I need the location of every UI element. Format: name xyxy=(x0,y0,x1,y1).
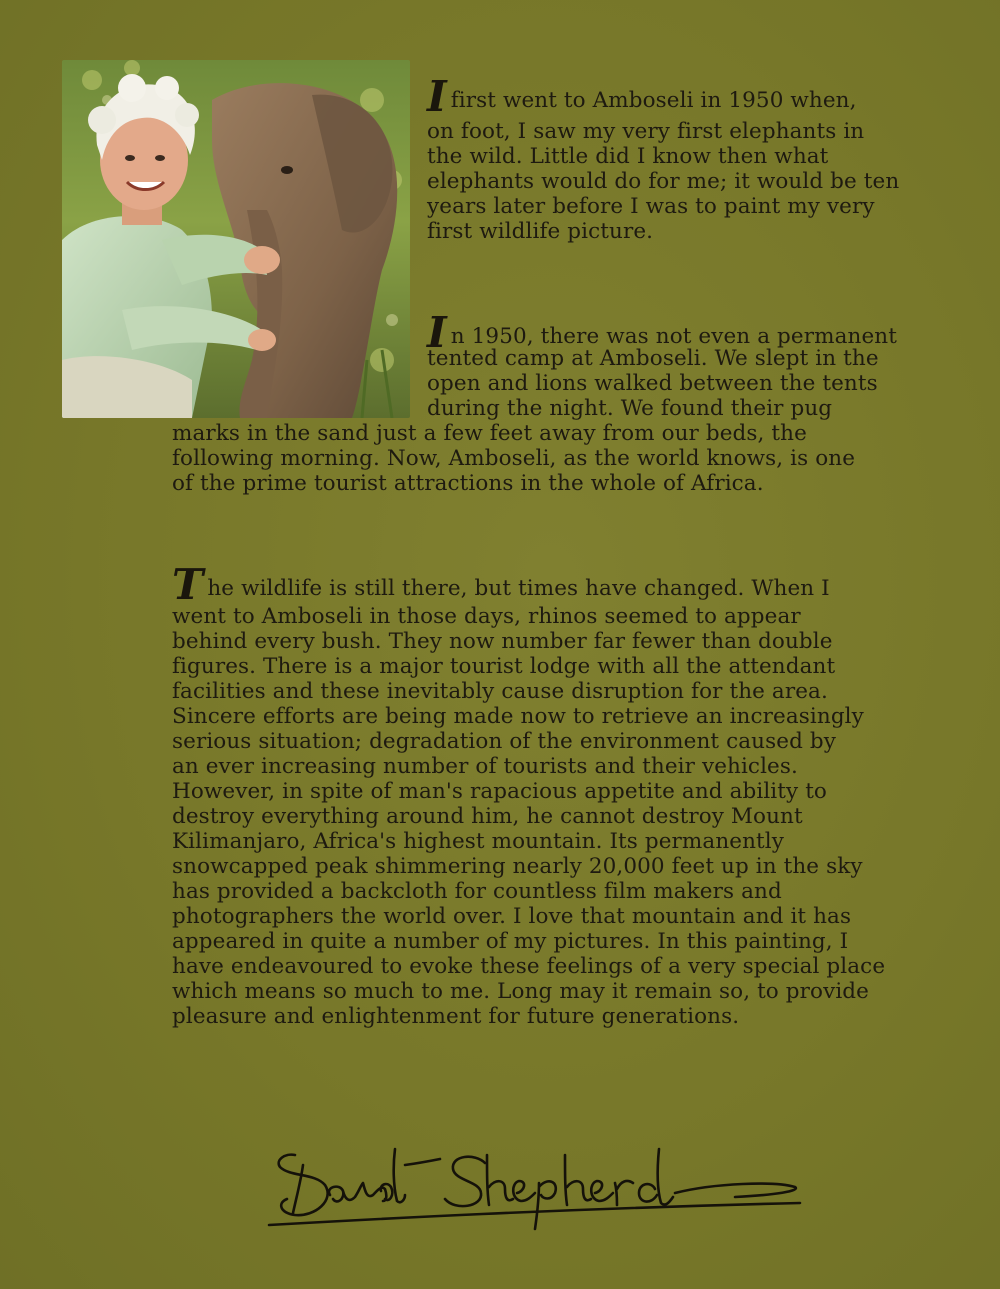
text-line: figures. There is a major tourist lodge with all the attendant xyxy=(172,654,836,679)
text-line: elephants would do for me; it would be ten xyxy=(427,169,900,194)
dropcap: T xyxy=(172,560,204,609)
text-line: Kilimanjaro, Africa's highest mountain. Its permanently xyxy=(172,829,785,854)
text-line: pleasure and enlightenment for future generations. xyxy=(172,1004,740,1029)
text-line: marks in the sand just a few feet away from our beds, the xyxy=(172,421,807,446)
text-line: photographers the world over. I love that mountain and it has xyxy=(172,904,852,929)
dropcap: I xyxy=(427,72,447,121)
text-line: destroy everything around him, he cannot destroy Mount xyxy=(172,804,803,829)
text-line: have endeavoured to evoke these feelings of a very special place xyxy=(172,954,886,979)
text-line: of the prime tourist attractions in the whole of Africa. xyxy=(172,471,764,496)
text-line: However, in spite of man's rapacious appetite and ability to xyxy=(172,779,827,804)
paragraph-1-line-1 xyxy=(427,72,857,121)
text-line: an ever increasing number of tourists and their vehicles. xyxy=(172,754,798,779)
signature-scribble xyxy=(255,1125,815,1235)
paragraph-3-line-1 xyxy=(172,560,830,609)
signature xyxy=(255,1125,815,1235)
text-line: serious situation; degradation of the environment caused by xyxy=(172,729,836,754)
dropcap: I xyxy=(427,308,447,357)
text-line: first went to Amboseli in 1950 when, xyxy=(450,88,857,113)
text-line: has provided a backcloth for countless film makers and xyxy=(172,879,782,904)
text-line: n 1950, there was not even a permanent xyxy=(450,324,897,349)
text-line: years later before I was to paint my very xyxy=(427,194,875,219)
text-line: the wild. Little did I know then what xyxy=(427,144,829,169)
text-line: open and lions walked between the tents xyxy=(427,371,878,396)
paragraph-2-line-1 xyxy=(427,308,897,357)
text-line: Sincere efforts are being made now to retrieve an increasingly xyxy=(172,704,864,729)
text-line: went to Amboseli in those days, rhinos seemed to appear xyxy=(172,604,801,629)
text-line: during the night. We found their pug xyxy=(427,396,833,421)
text-line: he wildlife is still there, but times have changed. When I xyxy=(207,576,830,601)
portrait-illustration xyxy=(62,60,410,418)
text-line: which means so much to me. Long may it remain so, to provide xyxy=(172,979,869,1004)
text-line: snowcapped peak shimmering nearly 20,000 feet up in the sky xyxy=(172,854,863,879)
text-line: tented camp at Amboseli. We slept in the xyxy=(427,346,879,371)
text-line: following morning. Now, Amboseli, as the world knows, is one xyxy=(172,446,856,471)
portrait-photo xyxy=(62,60,410,418)
text-line: facilities and these inevitably cause disruption for the area. xyxy=(172,679,828,704)
text-line: first wildlife picture. xyxy=(427,219,654,244)
text-line: on foot, I saw my very first elephants in xyxy=(427,119,865,144)
text-line: behind every bush. They now number far fewer than double xyxy=(172,629,833,654)
text-line: appeared in quite a number of my pictures. In this painting, I xyxy=(172,929,849,954)
